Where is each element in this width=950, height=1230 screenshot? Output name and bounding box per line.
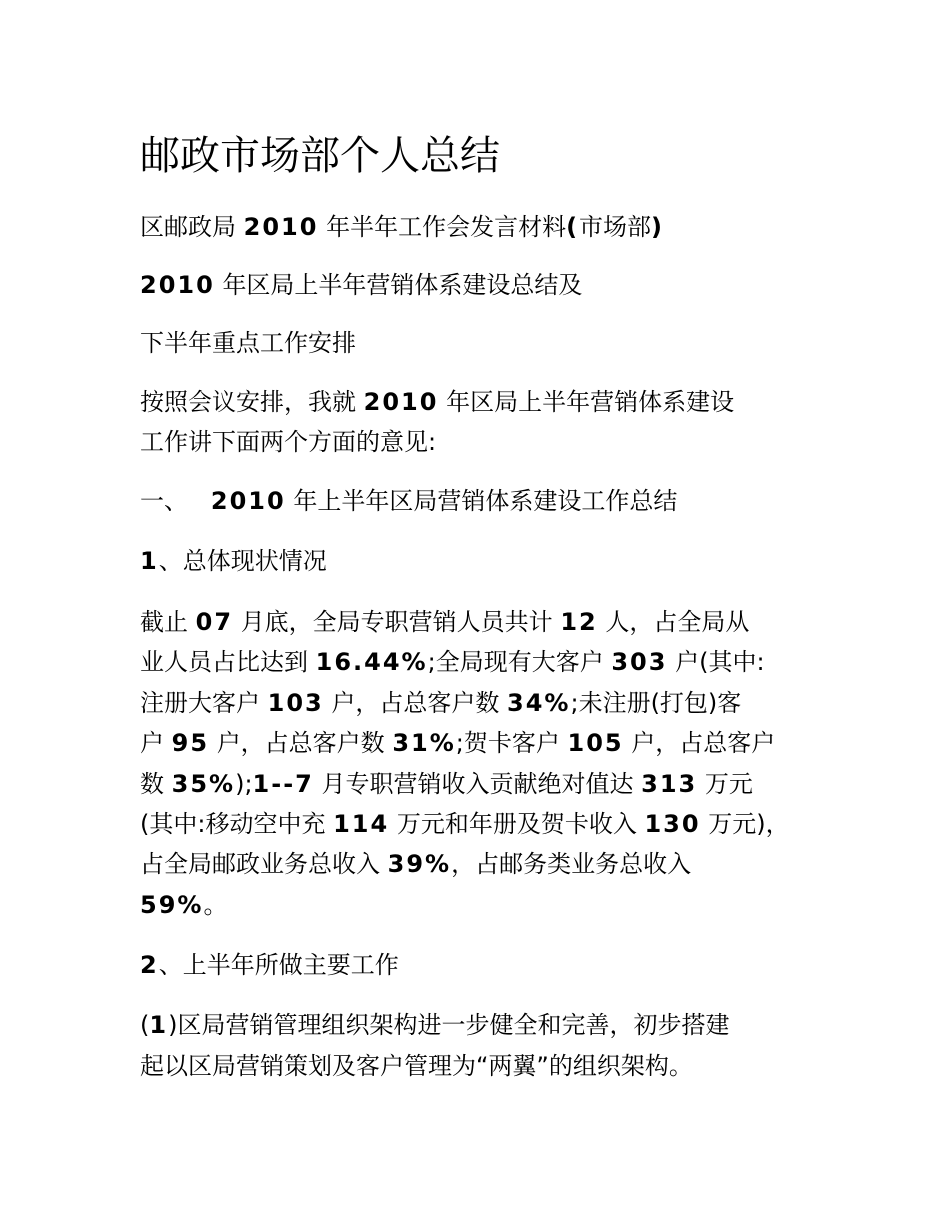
subsection-heading-1: 1、总体现状情况 xyxy=(140,547,327,575)
item-line-1: (1)区局营销管理组织架构进一步健全和完善，初步搭建 xyxy=(140,1011,730,1039)
subtitle-line: 区邮政局 2010 年半年工作会发言材料(市场部) xyxy=(140,213,665,241)
status-line-2: 业人员占比达到 16.44%;全局现有大客户 303 户(其中: xyxy=(140,648,765,676)
section-heading-1: 一、 2010 年上半年区局营销体系建设工作总结 xyxy=(140,487,678,515)
status-line-8: 59%。 xyxy=(140,891,228,919)
document-title: 邮政市场部个人总结 xyxy=(140,133,500,179)
status-line-5: 数 35%);1--7 月专职营销收入贡献绝对值达 313 万元 xyxy=(140,770,753,798)
status-line-7: 占全局邮政业务总收入 39%，占邮务类业务总收入 xyxy=(140,850,692,878)
intro-line-2: 工作讲下面两个方面的意见: xyxy=(140,428,437,456)
status-line-3: 注册大客户 103 户，占总客户数 34%;未注册(打包)客 xyxy=(140,689,742,717)
heading-line-2: 下半年重点工作安排 xyxy=(140,329,356,357)
status-line-1: 截止 07 月底，全局专职营销人员共计 12 人，占全局从 xyxy=(140,608,750,636)
intro-line-1: 按照会议安排，我就 2010 年区局上半年营销体系建设 xyxy=(140,388,735,416)
item-line-2: 起以区局营销策划及客户管理为“两翼”的组织架构。 xyxy=(140,1052,693,1080)
status-line-4: 户 95 户，占总客户数 31%;贺卡客户 105 户，占总客户 xyxy=(140,729,776,757)
status-line-6: (其中:移动空中充 114 万元和年册及贺卡收入 130 万元)， xyxy=(140,810,790,838)
heading-line-1: 2010 年区局上半年营销体系建设总结及 xyxy=(140,271,583,299)
subsection-heading-2: 2、上半年所做主要工作 xyxy=(140,951,399,979)
